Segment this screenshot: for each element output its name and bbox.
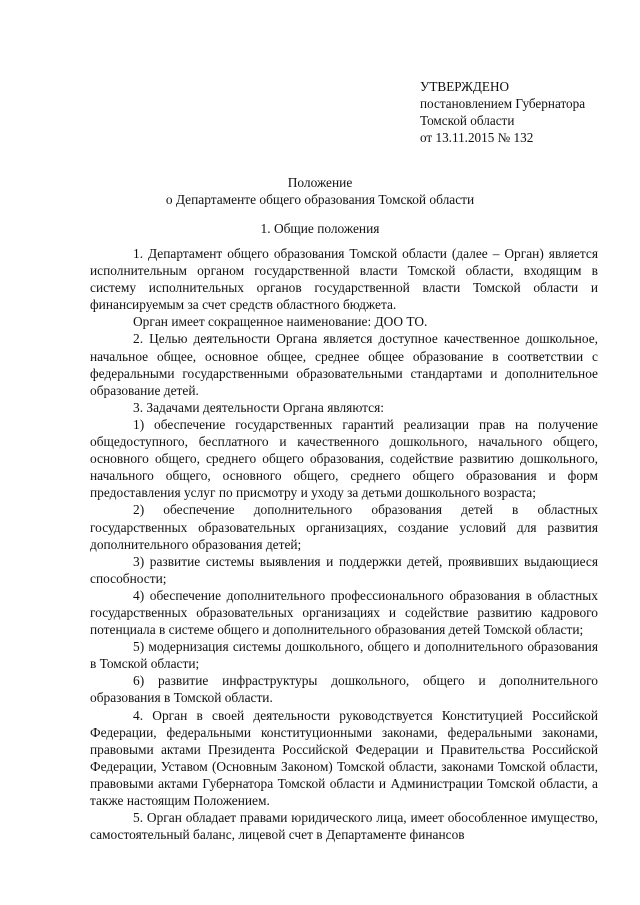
paragraph-5: 5. Орган обладает правами юридического лица, имеет обособленное имущество, самостоятельный баланс, лицевой счет в Департаменте финансов [90,810,598,843]
document-subtitle: о Департаменте общего образования Томской области [165,192,475,207]
paragraph-4: 4. Орган в своей деятельности руководствуется Конституцией Российской Федерации, федеральными конституционными законами, федеральными законами, правовыми актами Президента Российской Федерации и Правительства Российской Федерации, Уставом (Основным Законом) Томской области, законами Томской области, правовыми актами Губернатора Томской области и Администрации Томской области, а также настоящим Положением. [90,707,598,808]
approval-heading: УТВЕРЖДЕНО [420,79,510,94]
paragraph-short-name: Орган имеет сокращенное наименование: ДОО ТО. [133,314,428,330]
section-heading: 1. Общие положения [260,221,380,236]
approval-date-number: от 13.11.2015 № 132 [420,130,534,145]
document-title: Положение [287,175,353,190]
task-item-1: 1) обеспечение государственных гарантий реализации прав на получение общедоступного, бесплатного и качественного дошкольного, начального общего, основного общего, среднего общего образования, содействие развитию дошкольного, начального общего, основного общего, среднего общего образования и форм предоставления услуг по присмотру и уходу за детьми дошкольного возраста; [90,416,598,501]
task-item-3: 3) развитие системы выявления и поддержки детей, проявивших выдающиеся способности; [90,553,598,586]
task-item-5: 5) модернизация системы дошкольного, общего и дополнительного образования в Томской области; [90,639,598,672]
task-item-6: 6) развитие инфраструктуры дошкольного, общего и дополнительного образования в Томской области. [90,673,598,706]
paragraph-3: 3. Задачами деятельности Органа являются: [133,399,385,415]
paragraph-2: 2. Целью деятельности Органа является доступное качественное дошкольное, начальное общее, основное общее, среднее общее образование в соответствии с федеральными государственными образовательными стандартами и дополнительное образование детей. [90,331,598,398]
document-body [90,245,598,843]
task-item-2: 2) обеспечение дополнительного образования детей в областных государственных образовательных организациях, создание условий для развития дополнительного образования детей; [90,502,598,552]
approval-stamp [420,78,630,146]
approval-resolution: постановлением Губернатора [420,96,586,111]
task-item-4: 4) обеспечение дополнительного профессионального образования в областных государственных образовательных организациях и содействие развитию кадрового потенциала в системе общего и дополнительного образования детей Томской области; [90,587,598,638]
paragraph-1: 1. Департамент общего образования Томской области (далее – Орган) является исполнительным органом государственной власти Томской области, входящим в систему исполнительных органов государственной власти Томской области и финансируемым за счет средств областного бюджета. [90,246,598,313]
approval-region: Томской области [420,113,515,128]
